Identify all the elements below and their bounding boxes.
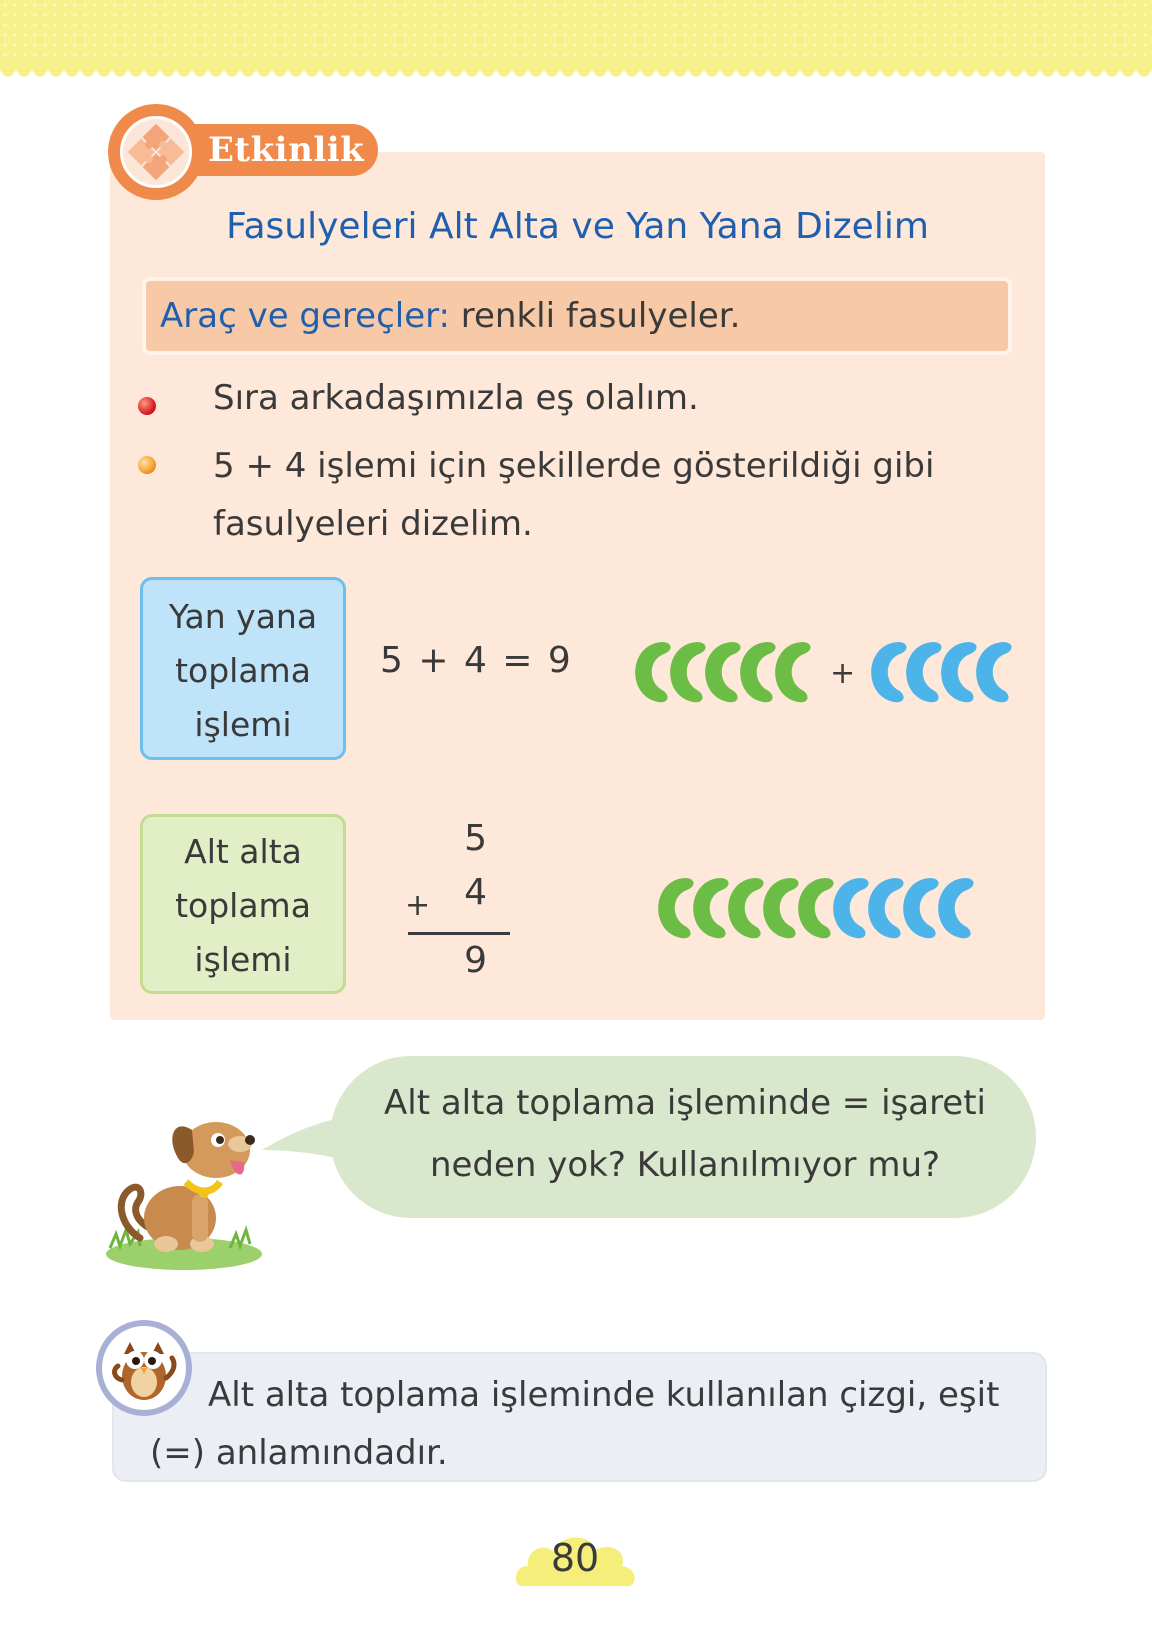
green-bean	[763, 878, 798, 938]
page-number: 80	[550, 1536, 600, 1580]
green-bean	[740, 642, 775, 702]
blue-bean	[868, 878, 903, 938]
activity-title: Fasulyeleri Alt Alta ve Yan Yana Dizelim	[226, 206, 929, 247]
green-bean	[635, 642, 670, 702]
horizontal-label-line-3: işlemi	[194, 705, 292, 744]
top-band-scalloped-edge	[0, 62, 1152, 86]
blue-bean	[906, 642, 941, 702]
speech-line-1: Alt alta toplama işleminde = işareti	[383, 1083, 987, 1123]
green-bean	[705, 642, 740, 702]
speech-bubble-text	[345, 1072, 1025, 1196]
green-bean	[658, 878, 693, 938]
puzzle-icon	[123, 119, 189, 185]
horizontal-addition-label-box	[140, 577, 346, 760]
blue-bean	[871, 642, 906, 702]
badge-circle	[108, 104, 204, 200]
materials-label: Araç ve gereçler:	[160, 296, 450, 336]
blue-bean	[941, 642, 976, 702]
beans-plus-sign: +	[830, 656, 856, 691]
vertical-label-line-3: işlemi	[194, 940, 292, 979]
vertical-label-line-2: toplama	[175, 886, 311, 925]
green-bean	[693, 878, 728, 938]
green-bean	[670, 642, 705, 702]
bullet-orange-icon	[138, 456, 156, 474]
activity-badge	[108, 104, 380, 200]
speech-line-2: neden yok? Kullanılmıyor mu?	[429, 1145, 941, 1185]
blue-bean	[976, 642, 1011, 702]
blue-bean	[833, 878, 868, 938]
horizontal-equation: 5 + 4 = 9	[380, 640, 573, 681]
materials-box	[142, 277, 1012, 355]
vertical-result-number: 9	[464, 940, 487, 981]
vertical-plus-sign: +	[405, 888, 431, 923]
blue-bean	[903, 878, 938, 938]
green-bean	[798, 878, 833, 938]
step-2-text: 5 + 4 işlemi için şekillerde gösterildiği gibi fasulyeleri dizelim.	[213, 446, 935, 544]
owl-badge	[96, 1320, 192, 1416]
vertical-bottom-number: 4	[464, 872, 487, 913]
green-bean	[775, 642, 810, 702]
vertical-sum-line	[408, 932, 510, 935]
horizontal-label-line-2: toplama	[175, 651, 311, 690]
info-note-text: Alt alta toplama işleminde kullanılan çizgi, eşit (=) anlamındadır.	[150, 1375, 1000, 1473]
badge-label: Etkinlik	[208, 130, 365, 170]
vertical-addition-label-box	[140, 814, 346, 994]
horizontal-blue-beans	[868, 638, 1018, 706]
horizontal-green-beans	[632, 638, 822, 706]
dog-illustration	[100, 1098, 270, 1270]
bullet-red-icon	[138, 397, 156, 415]
owl-icon	[102, 1326, 186, 1410]
green-bean	[728, 878, 763, 938]
vertical-combined-beans	[655, 874, 995, 942]
horizontal-label-line-1: Yan yana	[168, 597, 318, 636]
badge-circle-inner	[120, 116, 192, 188]
step-1-text: Sıra arkadaşımızla eş olalım.	[213, 378, 699, 418]
vertical-top-number: 5	[464, 818, 487, 859]
blue-bean	[938, 878, 973, 938]
vertical-label-line-1: Alt alta	[184, 832, 302, 871]
materials-value: renkli fasulyeler.	[460, 296, 741, 336]
top-decorative-band	[0, 0, 1152, 70]
